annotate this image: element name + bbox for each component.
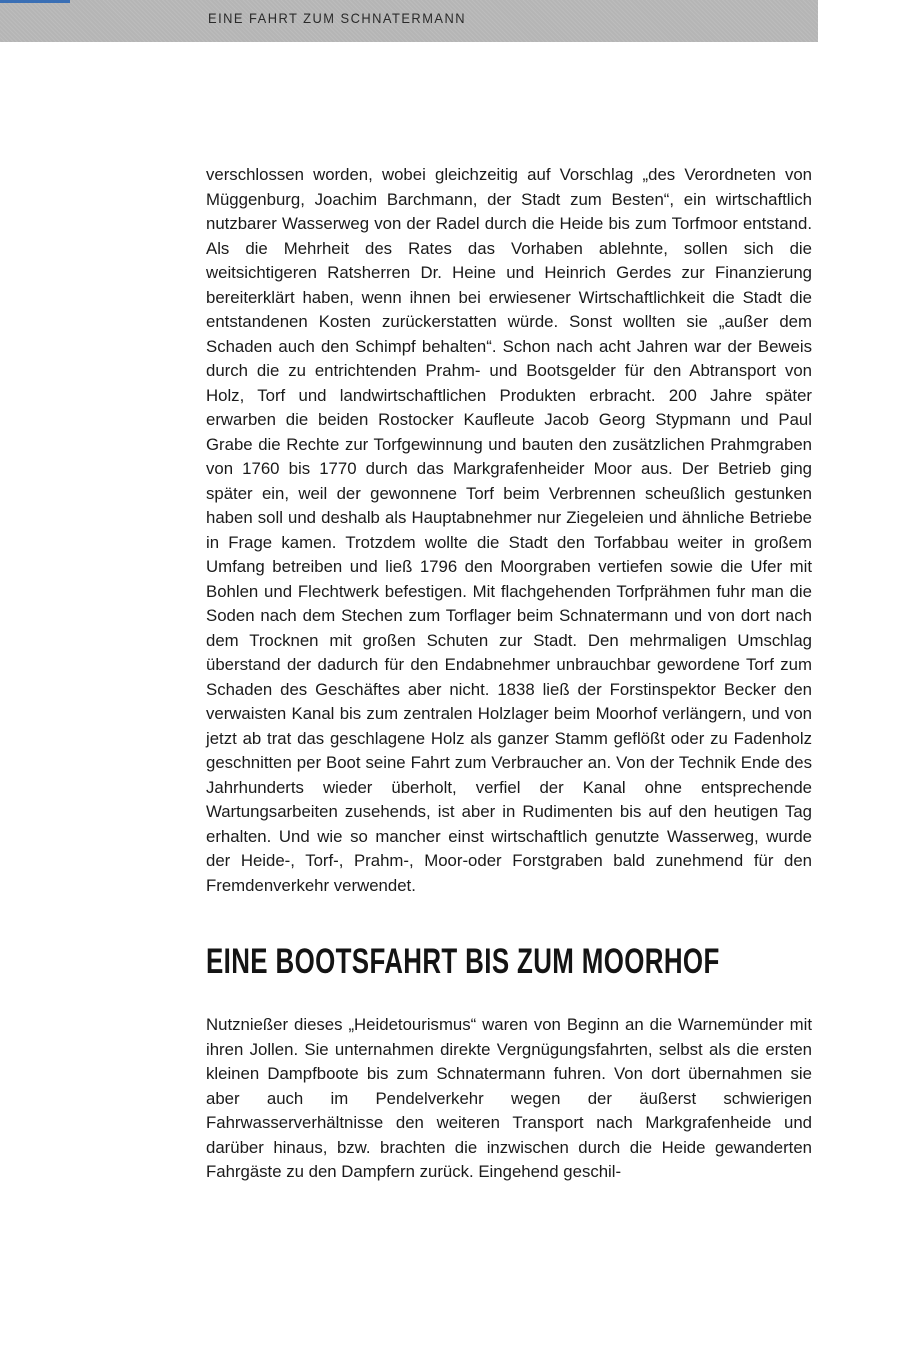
header-accent-line [0, 0, 70, 3]
body-paragraph: verschlossen worden, wobei gleichzeitig auf Vorschlag „des Verordneten von Müggenburg, Joachim Barchmann, der Stadt zum Besten“, ein wirtschaftlich nutzbarer Wasserweg von der Radel durch die Heide bis zum Torfmoor entstand. Als die Mehrheit des Rates das Vorhaben ablehnte, sollen sich die weitsichtigeren Ratsherren Dr. Heine und Heinrich Gerdes zur Finanzierung bereiterklärt haben, wenn ihnen bei erwiesener Wirtschaftlichkeit die Stadt die entstandenen Kosten zurückerstatten würde. Sonst wollten sie „außer dem Schaden auch den Schimpf behalten“. Schon nach acht Jahren war der Beweis durch die zu entrichtenden Prahm- und Bootsgelder für den Abtransport von Holz, Torf und landwirtschaftlichen Produkten erbracht. 200 Jahre später erwarben die beiden Rostocker Kaufleute Jacob Georg Stypmann und Paul Grabe die Rechte zur Torfgewinnung und bauten den zusätzlichen Prahmgraben von 1760 bis 1770 durch das Markgrafenheider Moor aus. Der Betrieb ging später ein, weil der gewonnene Torf beim Verbrennen scheußlich gestunken haben soll und deshalb als Hauptabnehmer nur Ziegeleien und ähnliche Betriebe in Frage kamen. Trotzdem wollte die Stadt den Torfabbau weiter in großem Umfang betreiben und ließ 1796 den Moorgraben vertiefen sowie die Ufer mit Bohlen und Flechtwerk befestigen. Mit flachgehenden Torfprähmen fuhr man die Soden nach dem Stechen zum Torflager beim Schnatermann und von dort nach dem Trocknen mit großen Schuten zur Stadt. Den mehrmaligen Umschlag überstand der dadurch für den Endabnehmer unbrauchbar gewordene Torf zum Schaden des Geschäftes aber nicht. 1838 ließ der Forstinspektor Becker den verwaisten Kanal bis zum zentralen Holzlager beim Moorhof verlängern, und von jetzt ab trat das geschlagene Holz als ganzer Stamm geflößt oder zu Fadenholz geschnitten per Boot seine Fahrt zum Verbraucher an. Von der Technik Ende des Jahrhunderts wieder überholt, verfiel der Kanal ohne entsprechende Wartungsarbeiten zusehends, ist aber in Rudimenten bis auf den heutigen Tag erhalten. Und wie so mancher einst wirtschaftlich genutzte Wasserweg, wurde der Heide-, Torf-, Prahm-, Moor-oder Forstgraben bald zunehmend für den Fremdenverkehr verwendet. [206, 165, 812, 895]
body-text-block-1 [206, 163, 812, 898]
body-text-block-2 [206, 1013, 812, 1185]
body-paragraph: Nutznießer dieses „Heidetourismus“ waren von Beginn an die Warnemünder mit ihren Jollen. Sie unternahmen direkte Vergnügungsfahrten, selbst als die ersten kleinen Dampfboote bis zum Schnatermann fuhren. Von dort übernahmen sie aber auch im Pendelverkehr wegen der äußerst schwierigen Fahrwasserverhältnisse den weiteren Transport nach Markgrafenheide und darüber hinaus, bzw. brachten die inzwischen durch die Heide gewanderten Fahrgäste zu den Dampfern zurück. Eingehend geschil- [206, 1015, 812, 1181]
section-heading: EINE BOOTSFAHRT BIS ZUM MOORHOF [206, 942, 720, 981]
running-header-band [0, 0, 818, 42]
running-head-title: EINE FAHRT ZUM SCHNATERMANN [208, 10, 467, 26]
